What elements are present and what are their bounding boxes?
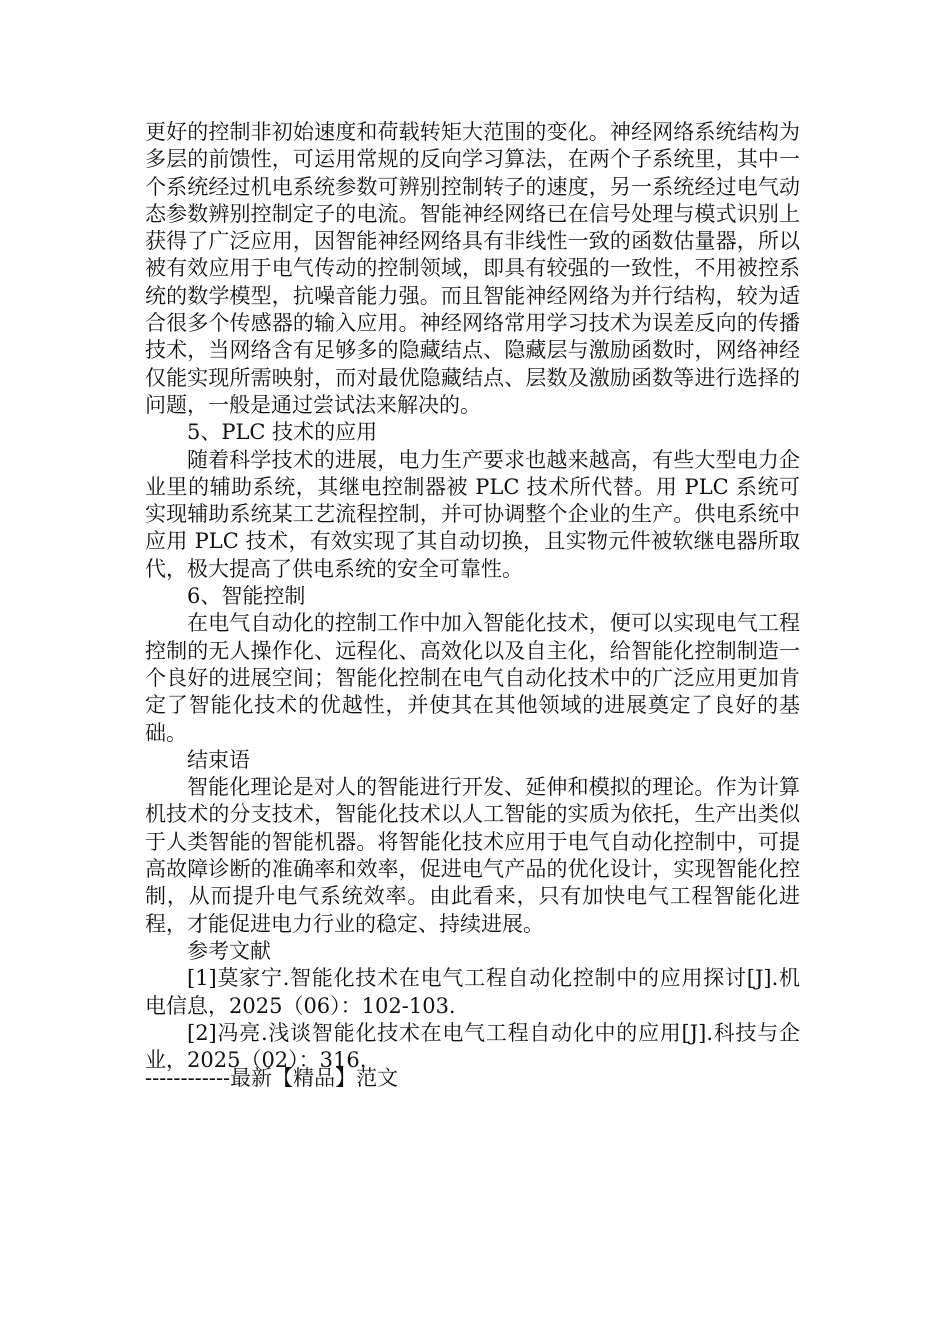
reference-item-2: [2]冯亮.浅谈智能化技术在电气工程自动化中的应用[J].科技与企业，2025（02）：316.	[145, 1020, 800, 1073]
body-paragraph-conclusion: 智能化理论是对人的智能进行开发、延伸和模拟的理论。作为计算机技术的分支技术，智能化技术以人工智能的实质为依托，生产出类似于人类智能的智能机器。将智能化技术应用于电气自动化控制中，可提高故障诊断的准确率和效率，促进电气产品的优化设计，实现智能化控制，从而提升电气系统效率。由此看来，只有加快电气工程智能化进程，才能促进电力行业的稳定、持续进展。	[145, 775, 800, 936]
section-heading-conclusion: 结束语	[187, 747, 250, 772]
section-heading-references: 参考文献	[187, 938, 271, 963]
footer-text: ------------最新【精品】范文	[145, 1066, 399, 1090]
reference-item-1: [1]莫家宁.智能化技术在电气工程自动化控制中的应用探讨[J].机电信息，2025（06）：102-103.	[145, 966, 800, 1018]
body-paragraph-intelligent-control: 在电气自动化的控制工作中加入智能化技术，便可以实现电气工程控制的无人操作化、远程化、高效化以及自主化，给智能化控制制造一个良好的进展空间；智能化控制在电气自动化技术中的广泛应用更加肯定了智能化技术的优越性，并使其在其他领域的进展奠定了良好的基础。	[145, 611, 800, 745]
body-paragraph-plc: 随着科学技术的进展，电力生产要求也越来越高，有些大型电力企业里的辅助系统，其继电控制器被 PLC 技术所代替。用 PLC 系统可实现辅助系统某工艺流程控制，并可协调整个企业的生产。供电系统中应用 PLC 技术，有效实现了其自动切换，且实物元件被软继电器所取代，极大提高了供电系统的安全可靠性。	[145, 447, 800, 581]
section-heading-plc: 5、PLC 技术的应用	[187, 420, 378, 445]
body-paragraph-neural-network: 更好的控制非初始速度和荷载转矩大范围的变化。神经网络系统结构为多层的前馈性，可运用常规的反向学习算法，在两个子系统里，其中一个系统经过机电系统参数可辨别控制转子的速度，另一系统经过电气动态参数辨别控制定子的电流。智能神经网络已在信号处理与模式识别上获得了广泛应用，因智能神经网络具有非线性一致的函数估量器，所以被有效应用于电气传动的控制领域，即具有较强的一致性，不用被控系统的数学模型，抗噪音能力强。而且智能神经网络为并行结构，较为适合很多个传感器的输入应用。神经网络常用学习技术为误差反向的传播技术，当网络含有足够多的隐藏结点、隐藏层与激励函数时，网络神经仅能实现所需映射，而对最优隐藏结点、层数及激励函数等进行选择的问题，一般是通过尝试法来解决的。	[145, 120, 800, 417]
document-body	[145, 119, 800, 1074]
section-heading-intelligent-control: 6、智能控制	[187, 584, 306, 609]
